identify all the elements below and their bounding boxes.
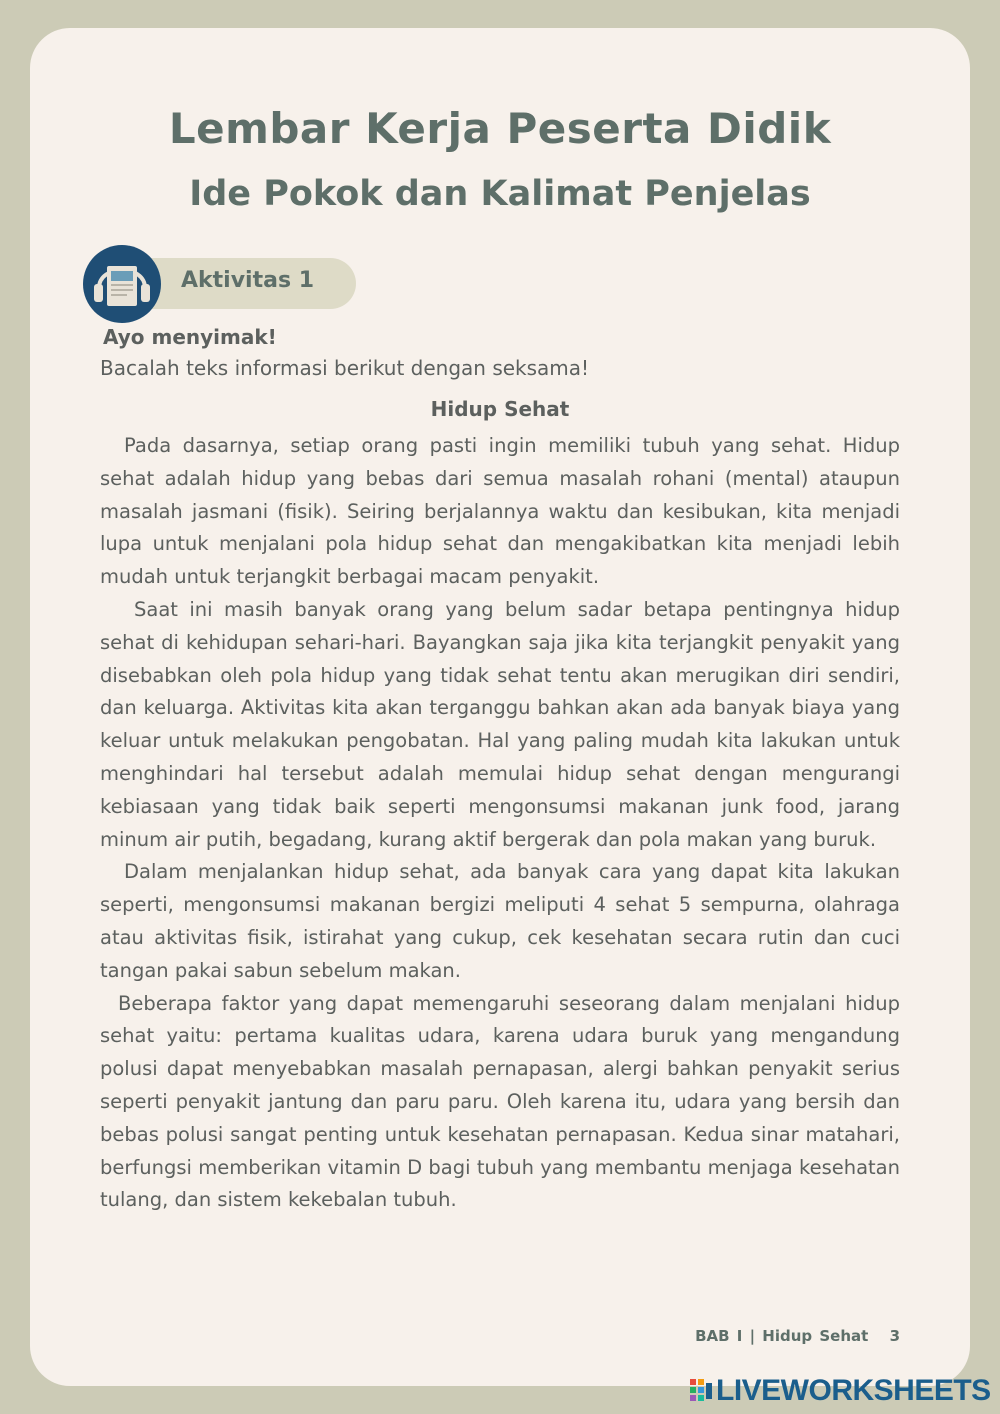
activity-label: Aktivitas 1 — [181, 268, 315, 293]
page-footer — [695, 1327, 900, 1345]
activity-lead: Ayo menyimak! — [103, 325, 277, 349]
reading-body — [100, 430, 900, 1217]
footer-chapter: BAB I | Hidup Sehat — [695, 1327, 869, 1345]
liveworksheets-brand[interactable] — [690, 1374, 991, 1408]
reading-title: Hidup Sehat — [430, 397, 570, 421]
activity-instruction: Bacalah teks informasi berikut dengan seksama! — [100, 356, 590, 380]
reading-paragraph: Beberapa faktor yang dapat memengaruhi seseorang dalam menjalani hidup sehat yaitu: pertama kualitas udara, karena udara buruk yang mengandung polusi dapat menyebabkan masalah pernapasan, alergi bahkan penyakit serius seperti penyakit jantung dan paru paru. Oleh karena itu, udara yang bersih dan bebas polusi sangat penting untuk kesehatan pernapasan. Kedua sinar matahari, berfungsi memberikan vitamin D bagi tubuh yang membantu menjaga kesehatan tulang, dan sistem kekebalan tubuh. — [100, 991, 900, 1212]
reading-paragraph: Dalam menjalankan hidup sehat, ada banyak cara yang dapat kita lakukan seperti, mengonsumsi makanan bergizi meliputi 4 sehat 5 sempurna, olahraga atau aktivitas fisik, istirahat yang cukup, cek kesehatan secara rutin dan cuci tangan pakai sabun sebelum makan. — [100, 860, 900, 982]
brand-name: LIVEWORKSHEETS — [716, 1374, 991, 1407]
worksheet-subtitle: Ide Pokok dan Kalimat Penjelas — [189, 174, 811, 214]
reading-paragraph: Saat ini masih banyak orang yang belum sadar betapa pentingnya hidup sehat di kehidupan sehari-hari. Bayangkan saja jika kita terjangkit penyakit yang disebabkan oleh pola hidup yang tidak sehat tentu akan merugikan diri sendiri, dan keluarga. Aktivitas kita akan terganggu bahkan akan ada banyak biaya yang keluar untuk melakukan pengobatan. Hal yang paling mudah kita lakukan untuk menghindari hal tersebut adalah memulai hidup sehat dengan mengurangi kebiasaan yang tidak baik seperti mengonsumsi makanan junk food, jarang minum air putih, begadang, kurang aktif bergerak dan pola makan yang buruk. — [100, 597, 900, 851]
worksheet-title: Lembar Kerja Peserta Didik — [168, 104, 832, 153]
book-with-headphones-icon — [82, 244, 162, 324]
reading-paragraph: Pada dasarnya, setiap orang pasti ingin memiliki tubuh yang sehat. Hidup sehat adalah hidup yang bebas dari semua masalah rohani (mental) ataupun masalah jasmani (fisik). Seiring berjalannya waktu dan kesibukan, kita menjadi lupa untuk menjalani pola hidup sehat dan mengakibatkan kita menjadi lebih mudah untuk terjangkit berbagai macam penyakit. — [100, 434, 900, 589]
page-number: 3 — [889, 1327, 900, 1345]
liveworksheets-logo-icon — [690, 1379, 712, 1403]
